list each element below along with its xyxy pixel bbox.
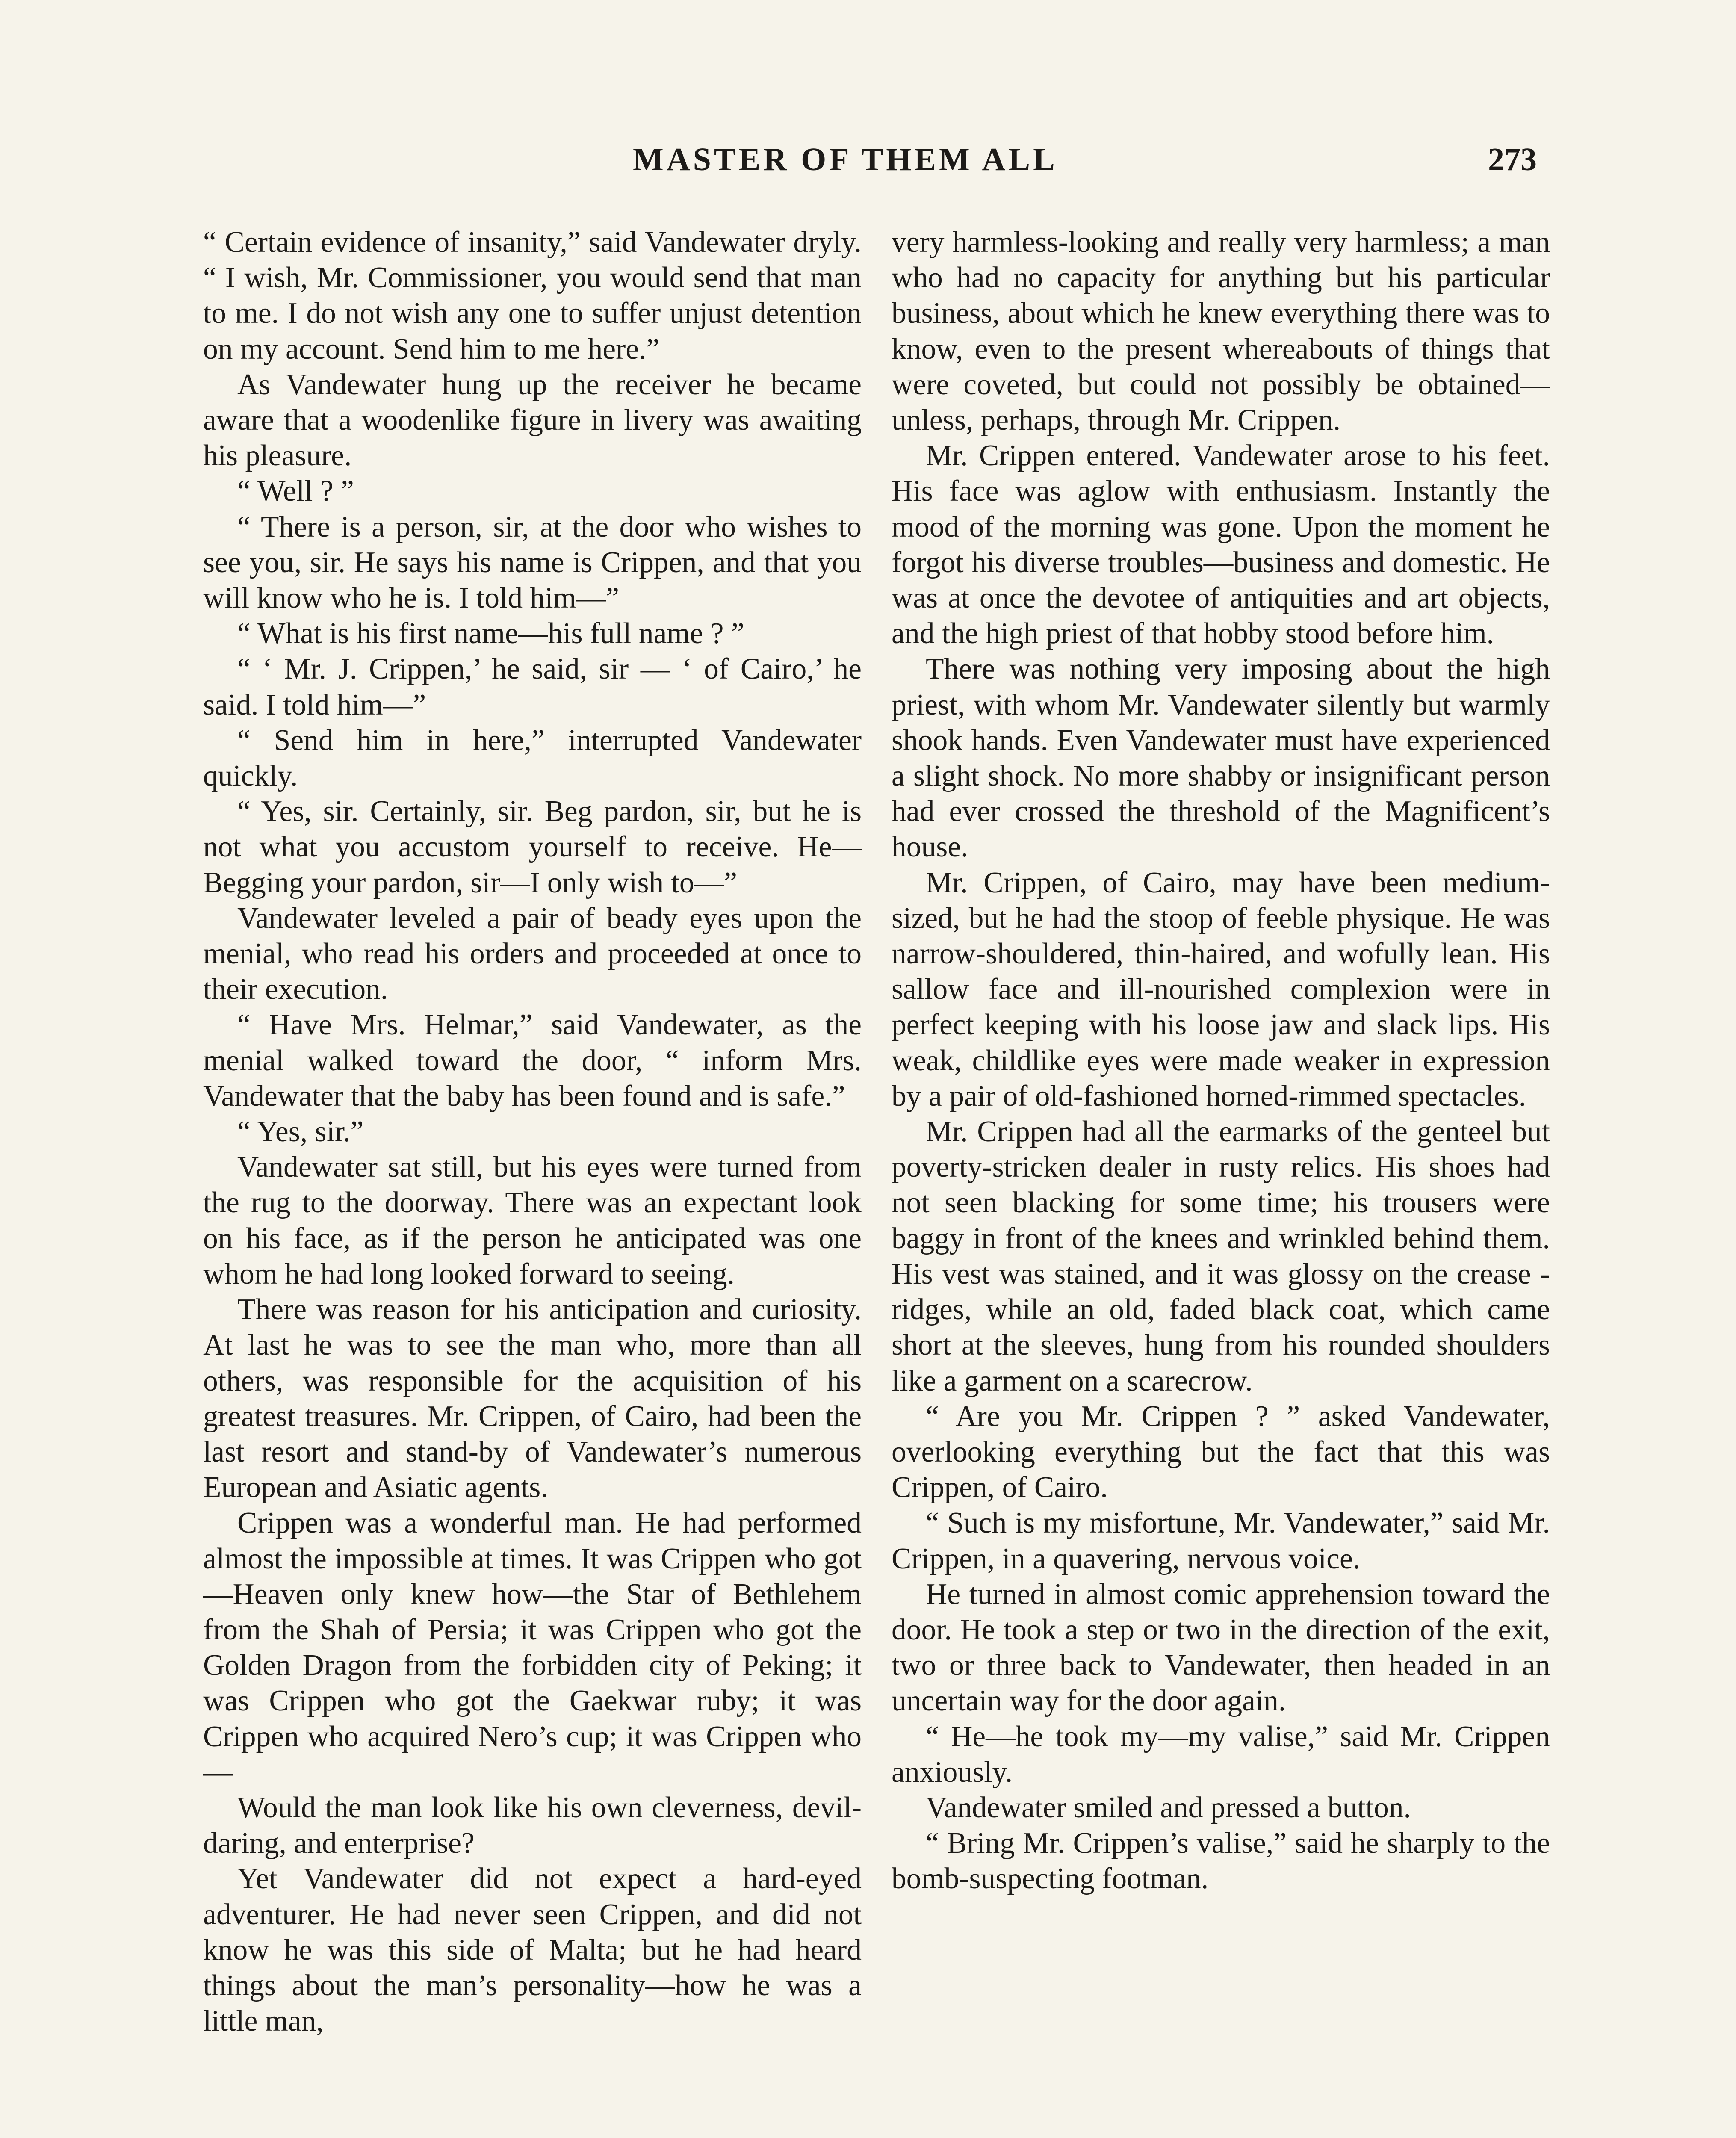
- paragraph: Vandewater smiled and pressed a button.: [926, 1791, 1411, 1824]
- paragraph: “ Bring Mr. Crippen’s valise,” said he sharply to the bomb-suspecting footman.: [892, 1827, 1550, 1896]
- paragraph: Would the man look like his own cleverness, devil-daring, and enterprise?: [203, 1791, 862, 1860]
- paragraph: very harmless-looking and really very harmless; a man who had no capacity for anything but his particular business, about which he knew everything there was to know, even to the present whereabouts of things that were coveted, but could not possibly be obtained—unless, perhaps, through Mr. Crippen.: [892, 226, 1550, 437]
- paragraph: Vandewater leveled a pair of beady eyes upon the menial, who read his orders and proceeded at once to their execution.: [203, 901, 862, 1006]
- paragraph: “ Well ? ”: [237, 475, 354, 508]
- paragraph: “ Yes, sir.”: [237, 1115, 364, 1149]
- page-number: 273: [1488, 142, 1537, 177]
- paragraph: As Vandewater hung up the receiver he became aware that a woodenlike figure in livery was awaiting his pleasure.: [203, 368, 862, 472]
- paragraph: Crippen was a wonderful man. He had performed almost the impossible at times. It was Crippen who got—Heaven only knew how—the Star of Bethlehem from the Shah of Persia; it was Crippen who got the Golden Dragon from the forbidden city of Peking; it was Crippen who got the Gaekwar ruby; it was Crippen who acquired Nero’s cup; it was Crippen who—: [203, 1506, 862, 1789]
- paragraph: Mr. Crippen had all the earmarks of the genteel but poverty-stricken dealer in rusty relics. His shoes had not seen blacking for some time; his trousers were baggy in front of the knees and wrinkled behind them. His vest was stained, and it was glossy on the crease - ridges, while an old, faded black coat, which came short at the sleeves, hung from his rounded shoulders like a garment on a scarecrow.: [892, 1115, 1550, 1397]
- page-header: [0, 141, 1736, 192]
- paragraph: He turned in almost comic apprehension toward the door. He took a step or two in the direction of the exit, two or three back to Vandewater, then headed in an uncertain way for the door again.: [892, 1577, 1550, 1718]
- paragraph: There was nothing very imposing about the high priest, with whom Mr. Vandewater silently but warmly shook hands. Even Vandewater must have experienced a slight shock. No more shabby or insignificant person had ever crossed the threshold of the Magnificent’s house.: [892, 653, 1550, 864]
- paragraph: “ He—he took my—my valise,” said Mr. Crippen anxiously.: [892, 1720, 1550, 1789]
- running-title: MASTER OF THEM ALL: [633, 142, 1058, 177]
- paragraph: “ There is a person, sir, at the door who wishes to see you, sir. He says his name is Crippen, and that you will know who he is. I told him—”: [203, 510, 862, 615]
- paragraph: Yet Vandewater did not expect a hard-eyed adventurer. He had never seen Crippen, and did not know he was this side of Malta; but he had heard things about the man’s personality—how he was a little man,: [203, 1862, 862, 2038]
- paragraph: There was reason for his anticipation and curiosity. At last he was to see the man who, more than all others, was responsible for the acquisition of his greatest treasures. Mr. Crippen, of Cairo, had been the last resort and stand-by of Vandewater’s numerous European and Asiatic agents.: [203, 1293, 862, 1504]
- paragraph: Vandewater sat still, but his eyes were turned from the rug to the doorway. There was an expectant look on his face, as if the person he anticipated was one whom he had long looked forward to seeing.: [203, 1151, 862, 1290]
- right-column: [892, 224, 1550, 1897]
- paragraph: “ Send him in here,” interrupted Vandewater quickly.: [203, 723, 862, 793]
- paragraph: “ ‘ Mr. J. Crippen,’ he said, sir — ‘ of Cairo,’ he said. I told him—”: [203, 653, 862, 721]
- paragraph: “ Certain evidence of insanity,” said Vandewater dryly. “ I wish, Mr. Commissioner, you would send that man to me. I do not wish any one to suffer unjust detention on my account. Send him to me here.”: [203, 226, 862, 366]
- paragraph: Mr. Crippen entered. Vandewater arose to his feet. His face was aglow with enthusiasm. Instantly the mood of the morning was gone. Upon the moment he forgot his diverse troubles—business and domestic. He was at once the devotee of antiquities and art objects, and the high priest of that hobby stood before him.: [892, 439, 1550, 650]
- paragraph: “ Such is my misfortune, Mr. Vandewater,” said Mr. Crippen, in a quavering, nervous voice.: [892, 1506, 1550, 1575]
- paragraph: “ Are you Mr. Crippen ? ” asked Vandewater, overlooking everything but the fact that this was Crippen, of Cairo.: [892, 1400, 1550, 1504]
- paragraph: “ Yes, sir. Certainly, sir. Beg pardon, sir, but he is not what you accustom yourself to receive. He— Begging your pardon, sir—I only wish to—”: [203, 795, 862, 899]
- paragraph: “ What is his first name—his full name ? ”: [237, 617, 744, 650]
- paragraph: Mr. Crippen, of Cairo, may have been medium-sized, but he had the stoop of feeble physique. He was narrow-shouldered, thin-haired, and wofully lean. His sallow face and ill-nourished complexion were in perfect keeping with his loose jaw and slack lips. His weak, childlike eyes were made weaker in expression by a pair of old-fashioned horned-rimmed spectacles.: [892, 866, 1550, 1113]
- paragraph: “ Have Mrs. Helmar,” said Vandewater, as the menial walked toward the door, “ inform Mrs. Vandewater that the baby has been found and is safe.”: [203, 1008, 862, 1113]
- left-column: [203, 224, 862, 2039]
